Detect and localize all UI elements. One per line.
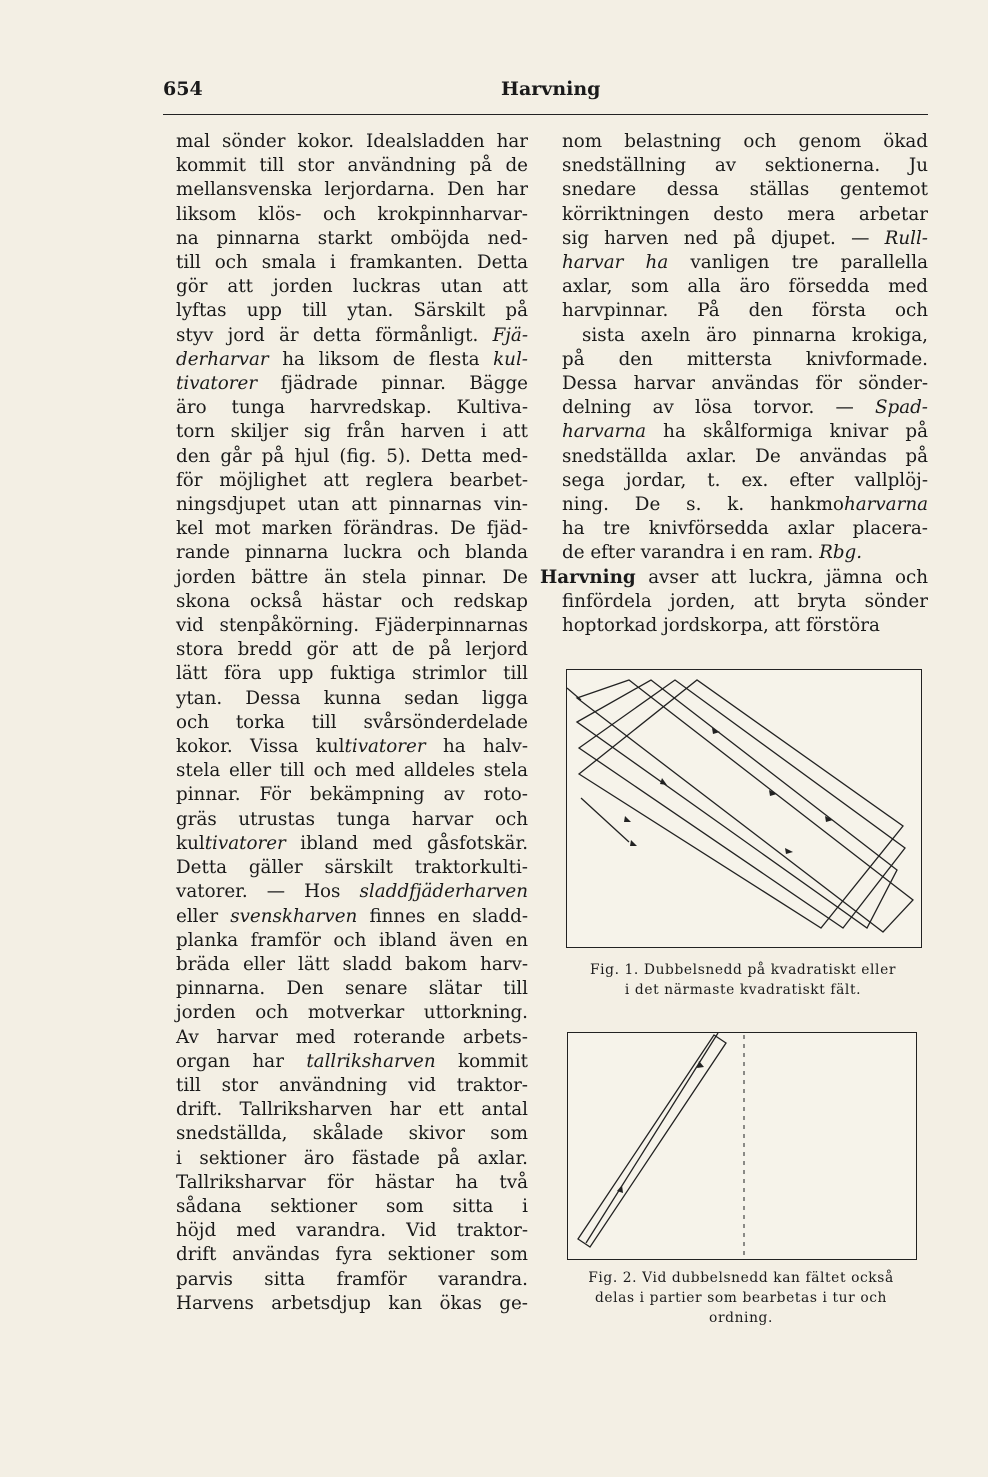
text-line: parvis sitta framför varandra. — [176, 1268, 528, 1290]
figure-1-caption-line: i det närmaste kvadratiskt fält. — [624, 982, 862, 998]
text-line: ning. De s. k. hankmoharvarna — [562, 494, 928, 516]
text-line: för möjlighet att reglera bearbet- — [176, 469, 528, 491]
text-line: stela eller till och med alldeles stela — [176, 760, 528, 782]
text-line: nom belastning och genom ökad — [562, 131, 928, 152]
text-line: på den mittersta knivformade. — [562, 348, 928, 370]
text-line: Av harvar med roterande arbets- — [176, 1026, 528, 1048]
right-text-column — [540, 130, 928, 638]
text-line: och torka till svårsönderdelade — [176, 711, 528, 733]
text-line: ha tre knivförsedda axlar placera- — [562, 518, 928, 540]
text-line: sådana sektioner som sitta i — [176, 1195, 528, 1217]
text-line: äro tunga harvredskap. Kultiva- — [176, 397, 528, 419]
text-line: stora bredd gör att de på lerjord — [176, 639, 528, 661]
text-line: harvarna ha skålformiga knivar på — [562, 421, 928, 443]
text-line: jorden och motverkar uttorkning. — [176, 1002, 528, 1024]
text-line: gör att jorden luckras utan att — [176, 276, 528, 298]
text-line: till och smala i framkanten. Detta — [176, 252, 528, 274]
text-line: de efter varandra i en ram. Rbg. — [562, 542, 863, 564]
text-line: kommit till stor användning på de — [176, 155, 528, 177]
text-line: sista axeln äro pinnarna krokiga, — [582, 324, 928, 346]
text-line: planka framför och ibland även en — [176, 929, 528, 951]
text-line: harvar ha vanligen tre parallella — [562, 252, 928, 274]
text-line: sig harven ned på djupet. — Rull- — [562, 227, 928, 249]
text-line: vatorer. — Hos sladdfjäderharven — [176, 881, 528, 903]
text-line: mal sönder kokor. Idealsladden har — [176, 131, 528, 152]
text-line: skona också hästar och redskap — [176, 590, 528, 612]
text-line: Harvning avser att luckra, jämna och — [540, 566, 928, 588]
text-line: i sektioner äro fästade på axlar. — [176, 1147, 528, 1169]
text-line: finfördela jorden, att bryta sönder — [562, 590, 928, 612]
text-line: ningsdjupet utan att pinnarnas vin- — [176, 494, 528, 516]
text-line: körriktningen desto mera arbetar — [562, 203, 928, 225]
text-line: snedställda axlar. De användas på — [562, 445, 928, 467]
figure-2-drawing — [568, 1033, 916, 1259]
figure-1-caption-line: Fig. 1. Dubbelsnedd på kvadratiskt eller — [589, 962, 897, 978]
figure-2-caption-line: Fig. 2. Vid dubbelsnedd kan fältet också — [588, 1270, 894, 1286]
text-line: rande pinnarna luckra och blanda — [176, 542, 528, 564]
text-line: pinnarna. Den senare slätar till — [176, 978, 528, 1000]
text-line: mellansvenska lerjordarna. Den har — [176, 179, 528, 201]
text-line: tivatorer fjädrade pinnar. Bägge — [176, 373, 528, 395]
text-line: jorden bättre än stela pinnar. De — [176, 566, 528, 588]
text-line: organ har tallriksharven kommit — [176, 1050, 528, 1072]
text-line: kokor. Vissa kultivatorer ha halv- — [176, 736, 528, 758]
text-line: kel mot marken förändras. De fjäd- — [176, 518, 528, 540]
text-line: gräs utrustas tunga harvar och — [176, 808, 528, 830]
text-line: till stor användning vid traktor- — [176, 1074, 528, 1096]
text-line: eller svenskharven finnes en sladd- — [176, 905, 528, 927]
text-line: derharvar ha liksom de flesta kul- — [176, 348, 528, 370]
text-line: Harvens arbetsdjup kan ökas ge- — [176, 1292, 528, 1314]
text-line: höjd med varandra. Vid traktor- — [176, 1220, 528, 1242]
text-line: bräda eller lätt sladd bakom harv- — [176, 953, 528, 975]
text-line: ytan. Dessa kunna sedan ligga — [176, 687, 528, 709]
text-line: drift användas fyra sektioner som — [176, 1244, 528, 1266]
left-text-column — [176, 130, 528, 1316]
page-number: 654 — [163, 78, 203, 100]
figure-1-caption — [566, 960, 920, 1000]
text-line: na pinnarna starkt omböjda ned- — [176, 227, 528, 249]
text-line: liksom klös- och krokpinnharvar- — [176, 203, 528, 225]
figure-2-caption-line: delas i partier som bearbetas i tur och — [594, 1290, 888, 1306]
text-line: axlar, som alla äro försedda med — [562, 276, 928, 298]
text-line: den går på hjul (fig. 5). Detta med- — [176, 445, 528, 467]
text-line: snedare dessa ställas gentemot — [562, 179, 928, 201]
text-line: vid stenpåkörning. Fjäderpinnarnas — [176, 615, 528, 637]
text-line: snedställda, skålade skivor som — [176, 1123, 528, 1145]
text-line: drift. Tallriksharven har ett antal — [176, 1099, 528, 1121]
text-line: Tallriksharvar för hästar ha två — [176, 1171, 528, 1193]
running-title: Harvning — [501, 78, 601, 100]
figure-1-drawing — [567, 670, 921, 947]
text-line: kultivatorer ibland med gåsfotskär. — [176, 832, 528, 854]
text-line: styv jord är detta förmånligt. Fjä- — [176, 324, 528, 346]
text-line: delning av lösa torvor. — Spad- — [562, 397, 928, 419]
text-line: lätt föra upp fuktiga strimlor till — [176, 663, 528, 685]
text-line: harvpinnar. På den första och — [562, 300, 928, 322]
figure-2-caption — [562, 1268, 920, 1328]
text-line: lyftas upp till ytan. Särskilt på — [176, 300, 528, 322]
text-line: sega jordar, t. ex. efter vallplöj- — [562, 469, 928, 491]
text-line: pinnar. För bekämpning av roto- — [176, 784, 528, 806]
text-line: Dessa harvar användas för sönder- — [562, 373, 928, 395]
page-header — [163, 74, 928, 115]
figure-1-diagram — [566, 669, 922, 948]
text-line: torn skiljer sig från harven i att — [176, 421, 528, 443]
figure-2-diagram — [567, 1032, 917, 1260]
figure-2-caption-line: ordning. — [709, 1310, 773, 1326]
text-line: hoptorkad jordskorpa, att förstöra — [562, 615, 880, 637]
text-line: Detta gäller särskilt traktorkulti- — [176, 857, 528, 879]
text-line: snedställning av sektionerna. Ju — [562, 155, 928, 177]
